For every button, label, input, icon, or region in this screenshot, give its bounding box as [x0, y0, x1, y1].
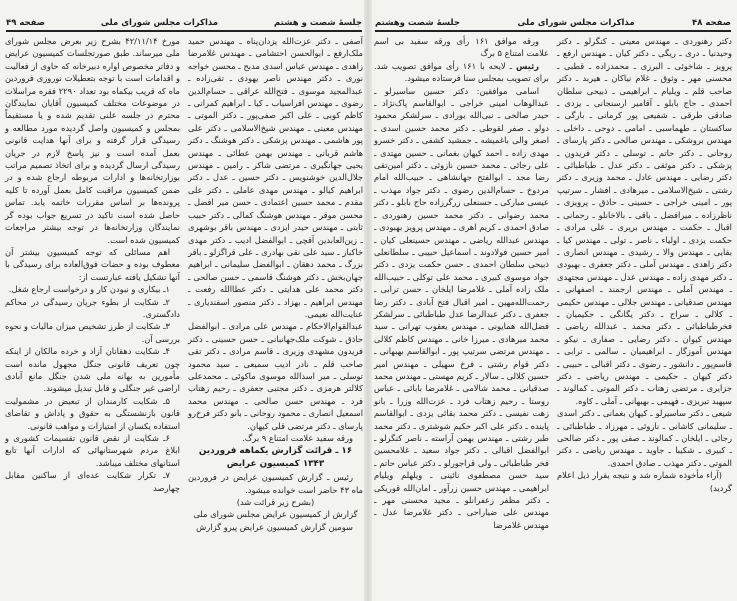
- list-item: ۱ـ بیکاری و نبودن کار و درخواست ارجاع شغل.: [8, 284, 170, 295]
- column-left: [5, 35, 180, 533]
- list-item: ۶ـ شکایت از نقض قانون تقسیمات کشوری و ابلاغ مردم شهرستانهائی که ادارات آنها تابع استانهای مختلف میباشد.: [5, 433, 180, 468]
- page-number: صفحه ۴۸: [692, 18, 731, 28]
- report-title: گزارش از کمیسیون عرایض مجلس شورای ملی: [193, 509, 358, 520]
- text-columns: [374, 35, 732, 531]
- left-page: [2, 0, 366, 601]
- section-body: رئیس ـ گزارش کمیسیون عرایض در فروردین ماه ۴۳ حاضر است خوانده میشود.: [188, 472, 363, 495]
- paragraph: اهم مسائلی که توجه کمیسیون بیشتر آن معطوف بوده و حضات فوق‌العاده برای رسیدگی با آنها تشکیل یافته عبارتست از:: [5, 246, 180, 282]
- list-item: ۴ـ شکایت دهقانان آزاد و خرده مالکان از اینکه چون تعریف قانونی جنگل مجهول مانده است مأمورین به بهانه ملی شدن جنگل مانع آبادی اراضی غیر جنگلی و قابل تبدیل میشوند.: [5, 346, 180, 394]
- paragraph: مورخ ۴۲/۱۱/۱۴ بشرح زیر بعرض مجلس شورای ملی میرساند. طبق صورتجلسات کمیسیون عرایض و دفاتر مخصوص اواره دبیرخانه که حاوی از فعالیت و اقدامات است با توجه بتعطیلات نوروزی فروردین ماه که قریب بیکماه بود تعداد ۲۲۹۰ فقره مراسلات در موضوعات مختلف کمیسیون آقایان نمایندگان محترم در جلسه علنی تقدیم شده و یا مستقیماً بمجلس و کمیسیون واصل گردیده مورد مطالعه و رسیدگی قرار گرفته و برای آنها هدایت قانونی بعمل آمده است و نیز پاسخ لازم در جریان رسیدگی ارسال گردیده و برای اتخاذ تصمیم مراتب بوزارتخانه‌ها و ادارات مربوطه ارجاع شده و در ضمن کمیسیون مراقبت کامل بعمل آورده تا کلیه پرونده‌ها بر اساس مقررات خاتمه یابد. تماس حاصل شده است تاکید در تسریع جواب بوده گر نمایندگان وزارتخانه‌ها در توجه بیشتر مراجعات کمیسیون شده است.: [5, 36, 180, 245]
- attendee-list: آصفی ـ دکتر عزت‌الله یزدان‌پناه ـ مهندس حمید ملک‌ارفع ـ ابوالحسن احتشامی ـ مهندس غلامرضا زاهدی ـ مهندس عباس اسدی مدبح ـ محسن خواجه نوری ـ دکتر مهندس ناصر یهودی ـ تقی‌زاده ـ عبدالمجید موسوی ـ فتح‌الله عراقی ـ حسام‌الدین رضوی ـ مهندس افراسیاب ـ کیا ـ ابراهیم کمرانی ـ کاظم کوبی ـ علی اکبر صفی‌پور ـ دکتر الموتی ـ مهندس معینی ـ مهندس شیخ‌الاسلامی ـ دکتر علی پور هاشمی ـ مهندس پزشکی ـ دکتر هوشنگ ـ دکتر هاشم قربانی ـ مهندس بهمن عطائی ـ مهندس یحیی جهانگیری ـ مرتضی شاکر ـ رامین ـ مهندس جلال‌الدین خوشنویس ـ دکتر حسین ـ عدل ـ دکتر ابراهیم کیالو ـ مهندس مهدی عاملی ـ دکتر علی مقدم ـ محمد حسین اعتمادی ـ حسن میر افضل ـ محسن موقر ـ مهندس هوشنگ کمالی ـ دکتر حبیب ثابتی ـ مهندس حیدر ایزدی ـ مهندس باقر بوشهری ـ زین‌العابدین آقچی ـ ابوالفضل ادیب ـ دکتر مهدی خاکباز ـ سید علی نقی بهادری ـ علی قراگزلو ـ باقر بزرگ ـ محمد دهقان ـ ابوالفضل سلیمانی ـ ابراهیم جهان‌بخش ـ دکتر هوشنگ قاسمی ـ حسن صالحی ـ دکتر محمد علی هدایتی ـ دکتر عطاالله رفعت ـ مهندس ابراهیم ـ بهزاد ـ دکتر منصور اسفندیاری ـ عنایت‌الله نعیمی.: [188, 36, 363, 319]
- publication-title: مذاکرات مجلس شورای ملی: [517, 18, 635, 28]
- vote-count: ورقه موافق ۱۶۱ رأی ورقه سفید بی اسم علامت امتناع ۵ برگ: [374, 36, 549, 59]
- vote-result: ـ لایحه با ۱۶۱ رأی موافق تصویب شد. برای تصویب بمجلس سنا فرستاده میشود.: [374, 60, 549, 84]
- column-left: [374, 35, 549, 531]
- publication-title: مذاکرات مجلس شورای ملی: [100, 18, 219, 28]
- speaker-label: رئیس: [515, 60, 539, 71]
- report-subtitle: سومین گزارش کمیسیون عرایض پیرو گزارش: [196, 521, 353, 532]
- section-heading: ۱۶ ـ قرائت گزارش یکماهه فروردین ۱۳۴۳ کمیسیون عرایض: [198, 446, 353, 469]
- page-header: [6, 16, 362, 32]
- attendee-list: عبدالقوام‌الاحکام ـ مهندس علی مرادی ـ ابوالفضل حاذق ـ شوکت ملک‌جهانبانی ـ حسن حسینی ـ دکتر فریدون مشهدی وزیری ـ قاسم مرادی ـ دکتر تقی صاحب قلم ـ نادر ادیب سمیعی ـ سید محمود توسلی ـ میر اسدالله موسوی ماکوئی ـ محمدعلی کلالتر هرمزی ـ دکتر مجتبی جعفری ـ رحیم زهتاب فرد ـ مهندس حسن صالحی ـ مهندس محمد اسمعیل انصاری ـ محمود روحانی ـ بانو دکتر فرخ‌رو پارسای ـ دکتر مرتضی قلی کیهان.: [188, 321, 363, 431]
- list-item: ۵ـ شکایت کارمندان از تبعیض در مشمولیت قانون بازنشستگی به حقوق و پاداش و تقاضای استفاده یکسان از امتیازات و مواهب قانونی.: [5, 395, 180, 431]
- list-item: ۳ـ شکایت از طرز تشخیص میزان مالیات و نحوه بررسی آن.: [5, 321, 180, 344]
- column-right: [188, 35, 363, 533]
- result-note: (آراء مأخوذه شماره شد و نتیجه بقرار ذیل اعلام گردید): [557, 470, 732, 493]
- vote-note: ورقه سفید علامت امتناع ۹ برگ.: [242, 433, 353, 443]
- section-note: (بشرح زیر قرائت شد): [236, 497, 315, 508]
- member-list: دکتر رهنوردی ـ مهندس معینی ـ کنگرلو ـ دکتر وحیدنیا ـ دری ـ ریگی ـ دکتر کیان ـ مهندس ارفع ـ پرویز ـ شاخوئی ـ البرزی ـ محمدزاده ـ قطبی ـ محسنی مهر ـ وثوق ـ غلام نیاکان ـ هیربد ـ دکتر صاحب قلم ـ ویلیام ـ ابراهیمی ـ ذبیحی سلطان احمدی ـ حاج بابلو ـ آقامیر ارسنجانی ـ یزدی ـ صادقی طرقی ـ شفیعی پور کرمانی ـ بارگی ـ ساکستان ـ طهماسبی ـ امامی ـ دوحی ـ داخلی ـ مهندس بروشکی ـ مهندس صالحی ـ دکتر پارسای ـ روحانی ـ دکتر حاتم ـ توسلی ـ دکتر فریدون ـ پزشکی ـ دکتر موثقی ـ دکتر عدل ـ طباطبائی ـ دکتر رضایی ـ مهندس عادل ـ محمد وزیری ـ دکتر رشتی ـ شیخ‌الاسلامی ـ میرهادی ـ افشار ـ سرتیپ پور ـ امینی خراجی ـ حسینی ـ حاذق ـ پرویزی ـ ناظرزاده ـ میرافضل ـ باقی ـ بالاخانلو ـ رحمانی ـ اقبال ـ حکمت ـ مهندس بریری ـ علی مرادی ـ حکمت یزدی ـ اولیاء ـ ناصر ـ تولی ـ مهندس کیا ـ بقایی ـ مهندس والا ـ رشیدی ـ مهندس انصاری ـ دکتر زاهدی ـ مهندس آملی ـ دکتر جعفری ـ بهبودی ـ دکتر مهدی زاده ـ مهندس عدل ـ مهندس مجتهدی ـ مهندس آملی ـ مهندس ارجمند ـ اصفهانی ـ مهندس صدقیانی ـ مهندس جلالی ـ مهندس حکیمی ـ کلالی ـ سراج ـ دکتر یگانگی ـ حکیمیان ـ فخرطباطبائی ـ دکتر محمد ـ عبدالله ریاضی ـ مهندس کیوان ـ دکتر رضایی ـ صفاری ـ نیکو ـ مهندس آموزگار ـ ابراهیمیان ـ سالمی ـ ترابی ـ قاسم‌پور ـ دانشور ـ رضوی ـ دکتر اقبالی ـ حبیبی ـ دکتر کیهان ـ حکیمی ـ مهندس ریاضی ـ دکتر جزایری ـ مرتضی زهتاب ـ دکتر الموتی ـ کمالوند ـ سپهبد تبریزی ـ فهیمی ـ بهبهانی ـ آملی ـ کاوه.: [557, 36, 732, 406]
- page-header: [375, 16, 731, 32]
- right-page: [371, 0, 735, 601]
- session-title: جلسهٔ شصت وهشتم: [375, 18, 461, 28]
- column-right: [557, 35, 732, 531]
- approvers-list: اسامی موافقین: دکتر حسین ساسیرلو ـ عبدالوهاب امینی خراجی ـ ابوالقاسم پاک‌نژاد ـ حیدر صالحی ـ نبی‌الله بورادی ـ سرلشکر محمود دولو ـ صفر لقوطی ـ دکتر محمد حسین اسدی ـ اصغر والی باغمیشه ـ جمشید کشفی ـ دکتر خسرو مهدی زاده ـ احمد کیهان بغمانی ـ حسین مهتدی ـ علی رجائی ـ محمد حسین نازوئی ـ دکتر امین‌تقی رضا مجد ـ ابوالفتح جهانشاهی ـ حبیب‌الله امام مردوخ ـ حسام‌الدین رضوی ـ دکتر جواد مهذب ـ عیسی مبارکی ـ حسنعلی زرگرزاده حاج بابلو ـ دکتر محمد رضوانی ـ دکتر محمد حسین رهنوردی ـ صادق احمدی ـ کریم اهری ـ مهندس پرویز بهبودی ـ مهندس عبدالله ریاضی ـ مهندس حسینعلی کیان ـ امیر حسین فولادوند ـ اسماعیل حبیبی ـ سلطانعلی ذبیحی سلطان احمدی ـ حسن حکمت یزدی ـ دکتر جواد موسوی کبیری ـ محمد علی توکلی ـ حبیب‌الله ملک زاده آملی ـ غلامرضا ایلخان ـ حسن ترابی ـ رحمت‌الله‌مهین ـ امیر اقبال فتح آبادی ـ دکتر رضا جعفری ـ دکتر عبدالرضا عدل طباطبائی ـ سرلشکر فضل‌الله همایونی ـ مهندس یعقوب تهرانی ـ سید محمد میرهادی ـ میرزا خانی ـ مهندس کاظم کلالی ـ مهندس مرتضی سرتیپ پور ـ ابوالقاسم بهبهانی ـ دکتر قوام رشتی ـ فرخ سهیلی ـ مهندس امیر حسین کلالی ـ سالار ـ کریم مهستی ـ مهندس محمد صدقیانی ـ محمد شالامی ـ غلامرضا بابائی ـ عباس روستا ـ رحیم زهتاب فرد ـ عزت‌الله وزرا ـ بانو زهت نفیسی ـ دکتر محمد بقائی یزدی ـ ابوالقاسم پاینده ـ دکتر علی اکبر حکیم شوشتری ـ دکتر محمد طبر رشتی ـ مهندس بهمن آراسته ـ ناصر کنگرلو ـ ابوالفضل اقبالی ـ دکتر جواد سعید ـ غلامحسین فخر طباطبائی ـ ولی قراجورلو ـ دکتر عباس حاتم ـ سید حسن مصطفوی نائینی ـ ویلهلم ویلیام ابراهیمی ـ مهندس حسین زرآور ـ امان‌الله قوریکی ـ دکتر مظفر زعفرانلو ـ مجید محسنی مهر ـ مهندس علی ضیاراحی ـ دکتر غلامرضا عدل ـ مهندس غلامرضا: [374, 85, 549, 530]
- list-item: ۲ـ شکایت از بطوء جریان رسیدگی در محاکم دادگستری.: [5, 296, 180, 319]
- text-columns: [5, 35, 363, 533]
- page-number: صفحه ۴۹: [6, 18, 45, 28]
- member-list: شیعی ـ دکتر ساسیرلو ـ کیهان بغمانی ـ دکتر اسدی ـ سلیمانی کاشانی ـ نازوئی ـ مهرزاد ـ طباطبائی ـ رجائی ـ ایلخان ـ کمالوند ـ صفی پور ـ دکتر صالحی ـ کبیری ـ شکیبا ـ جاوید ـ مهندس ریاضی ـ دکتر الموتی ـ دکتر مهذب ـ صادق احمدی.: [557, 408, 732, 468]
- session-title: جلسهٔ شصت و هشتم: [274, 18, 362, 28]
- list-item: ۷ـ تکرار شکایت عده‌ای از ساکنین مقابل چهارصد: [5, 470, 180, 493]
